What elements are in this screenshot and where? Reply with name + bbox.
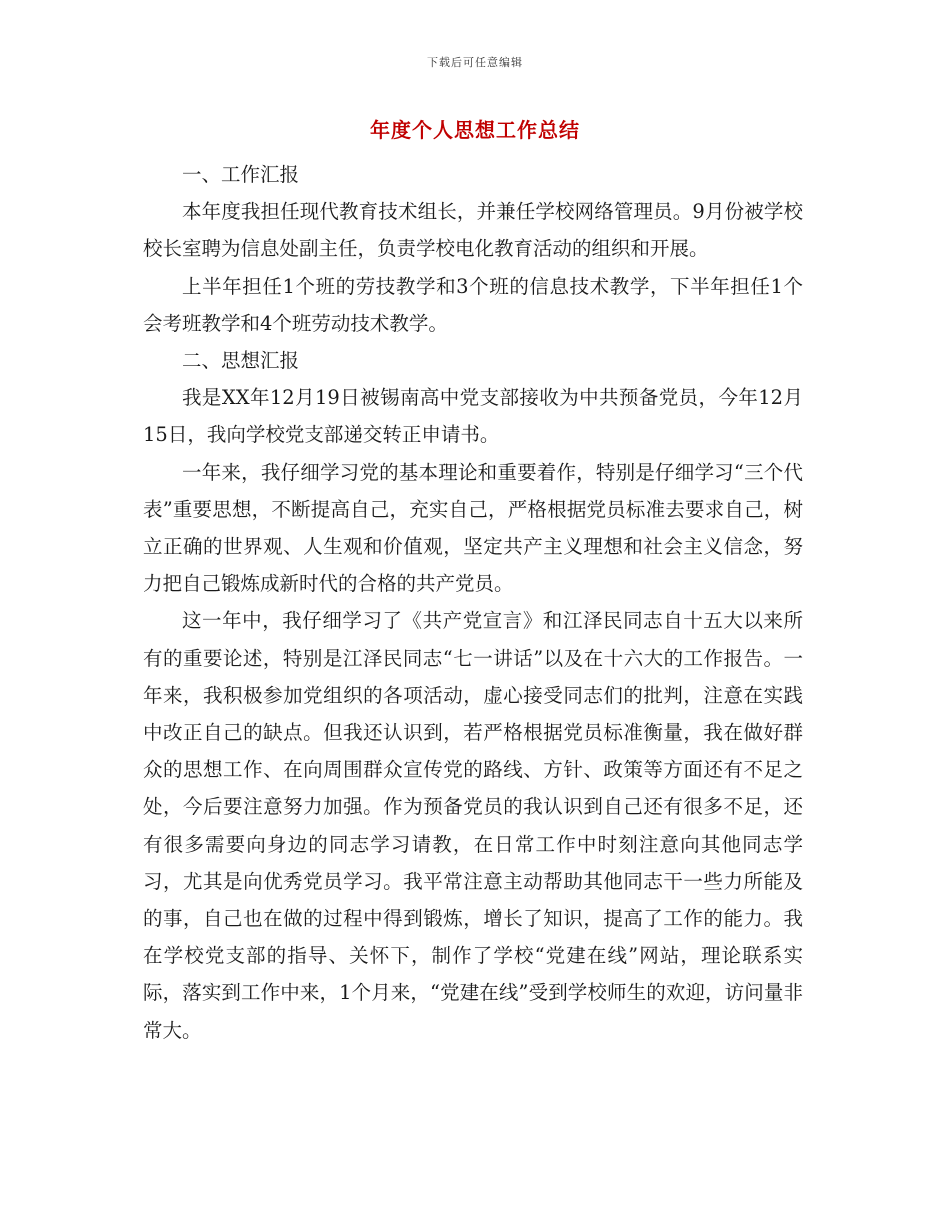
paragraph: 这一年中，我仔细学习了《共产党宣言》和江泽民同志自十五大以来所有的重要论述，特别是江泽民同志“七一讲话”以及在十六大的工作报告。一年来，我积极参加党组织的各项活动，虚心接受同志们的批判，注意在实践中改正自己的缺点。但我还认识到，若严格根据党员标准衡量，我在做好群众的思想工作、在向周围群众宣传党的路线、方针、政策等方面还有不足之处，今后要注意努力加强。作为预备党员的我认识到自己还有很多不足，还有很多需要向身边的同志学习请教，在日常工作中时刻注意向其他同志学习，尤其是向优秀党员学习。我平常注意主动帮助其他同志干一些力所能及的事，自己也在做的过程中得到锻炼，增长了知识，提高了工作的能力。我在学校党支部的指导、关怀下，制作了学校“党建在线”网站，理论联系实际，落实到工作中来，1个月来，“党建在线”受到学校师生的欢迎，访问量非常大。 [143,609,803,1042]
paragraph: 上半年担任1个班的劳技教学和3个班的信息技术教学，下半年担任1个会考班教学和4个班劳动技术教学。 [143,274,803,335]
page-header-note: 下载后可任意编辑 [427,56,523,69]
document-title: 年度个人思想工作总结 [370,118,580,142]
paragraph: 本年度我担任现代教育技术组长，并兼任学校网络管理员。9月份被学校校长室聘为信息处副主任，负责学校电化教育活动的组织和开展。 [143,200,803,261]
document-body [143,156,803,1049]
paragraph: 一年来，我仔细学习党的基本理论和重要着作，特别是仔细学习“三个代表”重要思想，不断提高自己，充实自己，严格根据党员标准去要求自己，树立正确的世界观、人生观和价值观，坚定共产主义理想和社会主义信念，努力把自己锻炼成新时代的合格的共产党员。 [143,460,803,596]
section-heading-work-report: 一、工作汇报 [182,163,300,186]
paragraph: 我是XX年12月19日被锡南高中党支部接收为中共预备党员，今年12月15日，我向学校党支部递交转正申请书。 [143,386,803,447]
section-heading-thought-report: 二、思想汇报 [182,349,300,373]
